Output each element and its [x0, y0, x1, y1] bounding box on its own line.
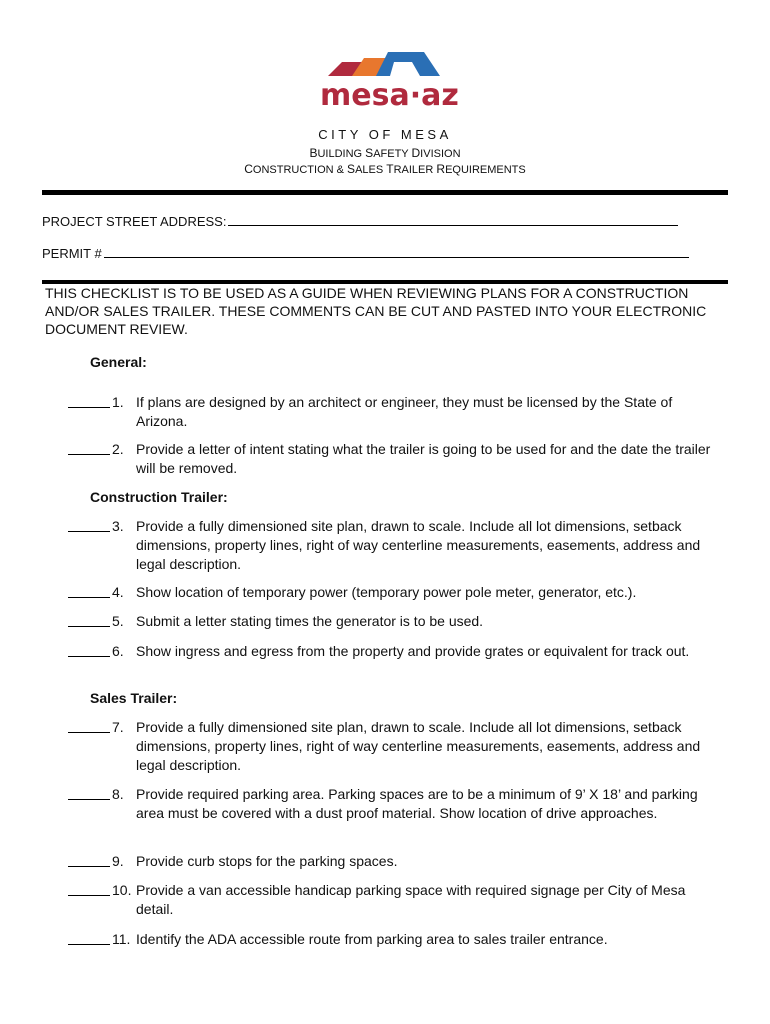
- intro-paragraph: THIS CHECKLIST IS TO BE USED AS A GUIDE WHEN REVIEWING PLANS FOR A CONSTRUCTION AND/OR SALES TRAILER. THESE COMMENTS CAN BE CUT AND PASTED INTO YOUR ELECTRONIC DOCUMENT REVIEW.: [45, 285, 707, 337]
- check-blank[interactable]: [68, 799, 110, 800]
- mountain-logo-icon: [328, 50, 442, 80]
- permit-label: PERMIT #: [42, 246, 102, 261]
- logo-wordmark: mesa·az: [320, 78, 459, 113]
- check-blank[interactable]: [68, 895, 110, 896]
- check-blank[interactable]: [68, 866, 110, 867]
- section-general: General:: [90, 354, 147, 370]
- address-label: PROJECT STREET ADDRESS:: [42, 214, 227, 229]
- check-blank[interactable]: [68, 656, 110, 657]
- check-blank[interactable]: [68, 407, 110, 408]
- city-title: CITY OF MESA: [318, 127, 452, 142]
- mesa-az-logo: [320, 50, 459, 113]
- permit-field[interactable]: [42, 245, 689, 262]
- document-title: CONSTRUCTION & SALES TRAILER REQUIREMENTS: [244, 162, 526, 176]
- address-blank-line[interactable]: [228, 213, 678, 226]
- check-blank[interactable]: [68, 944, 110, 945]
- check-blank[interactable]: [68, 732, 110, 733]
- section-sales-trailer: Sales Trailer:: [90, 690, 178, 706]
- section-construction-trailer: Construction Trailer:: [90, 489, 228, 505]
- division-title: BUILDING SAFETY DIVISION: [309, 146, 461, 160]
- check-blank[interactable]: [68, 626, 110, 627]
- check-blank[interactable]: [68, 597, 110, 598]
- check-blank[interactable]: [68, 531, 110, 532]
- header-divider: [42, 190, 728, 195]
- address-field[interactable]: [42, 213, 678, 230]
- check-blank[interactable]: [68, 454, 110, 455]
- permit-blank-line[interactable]: [104, 245, 689, 258]
